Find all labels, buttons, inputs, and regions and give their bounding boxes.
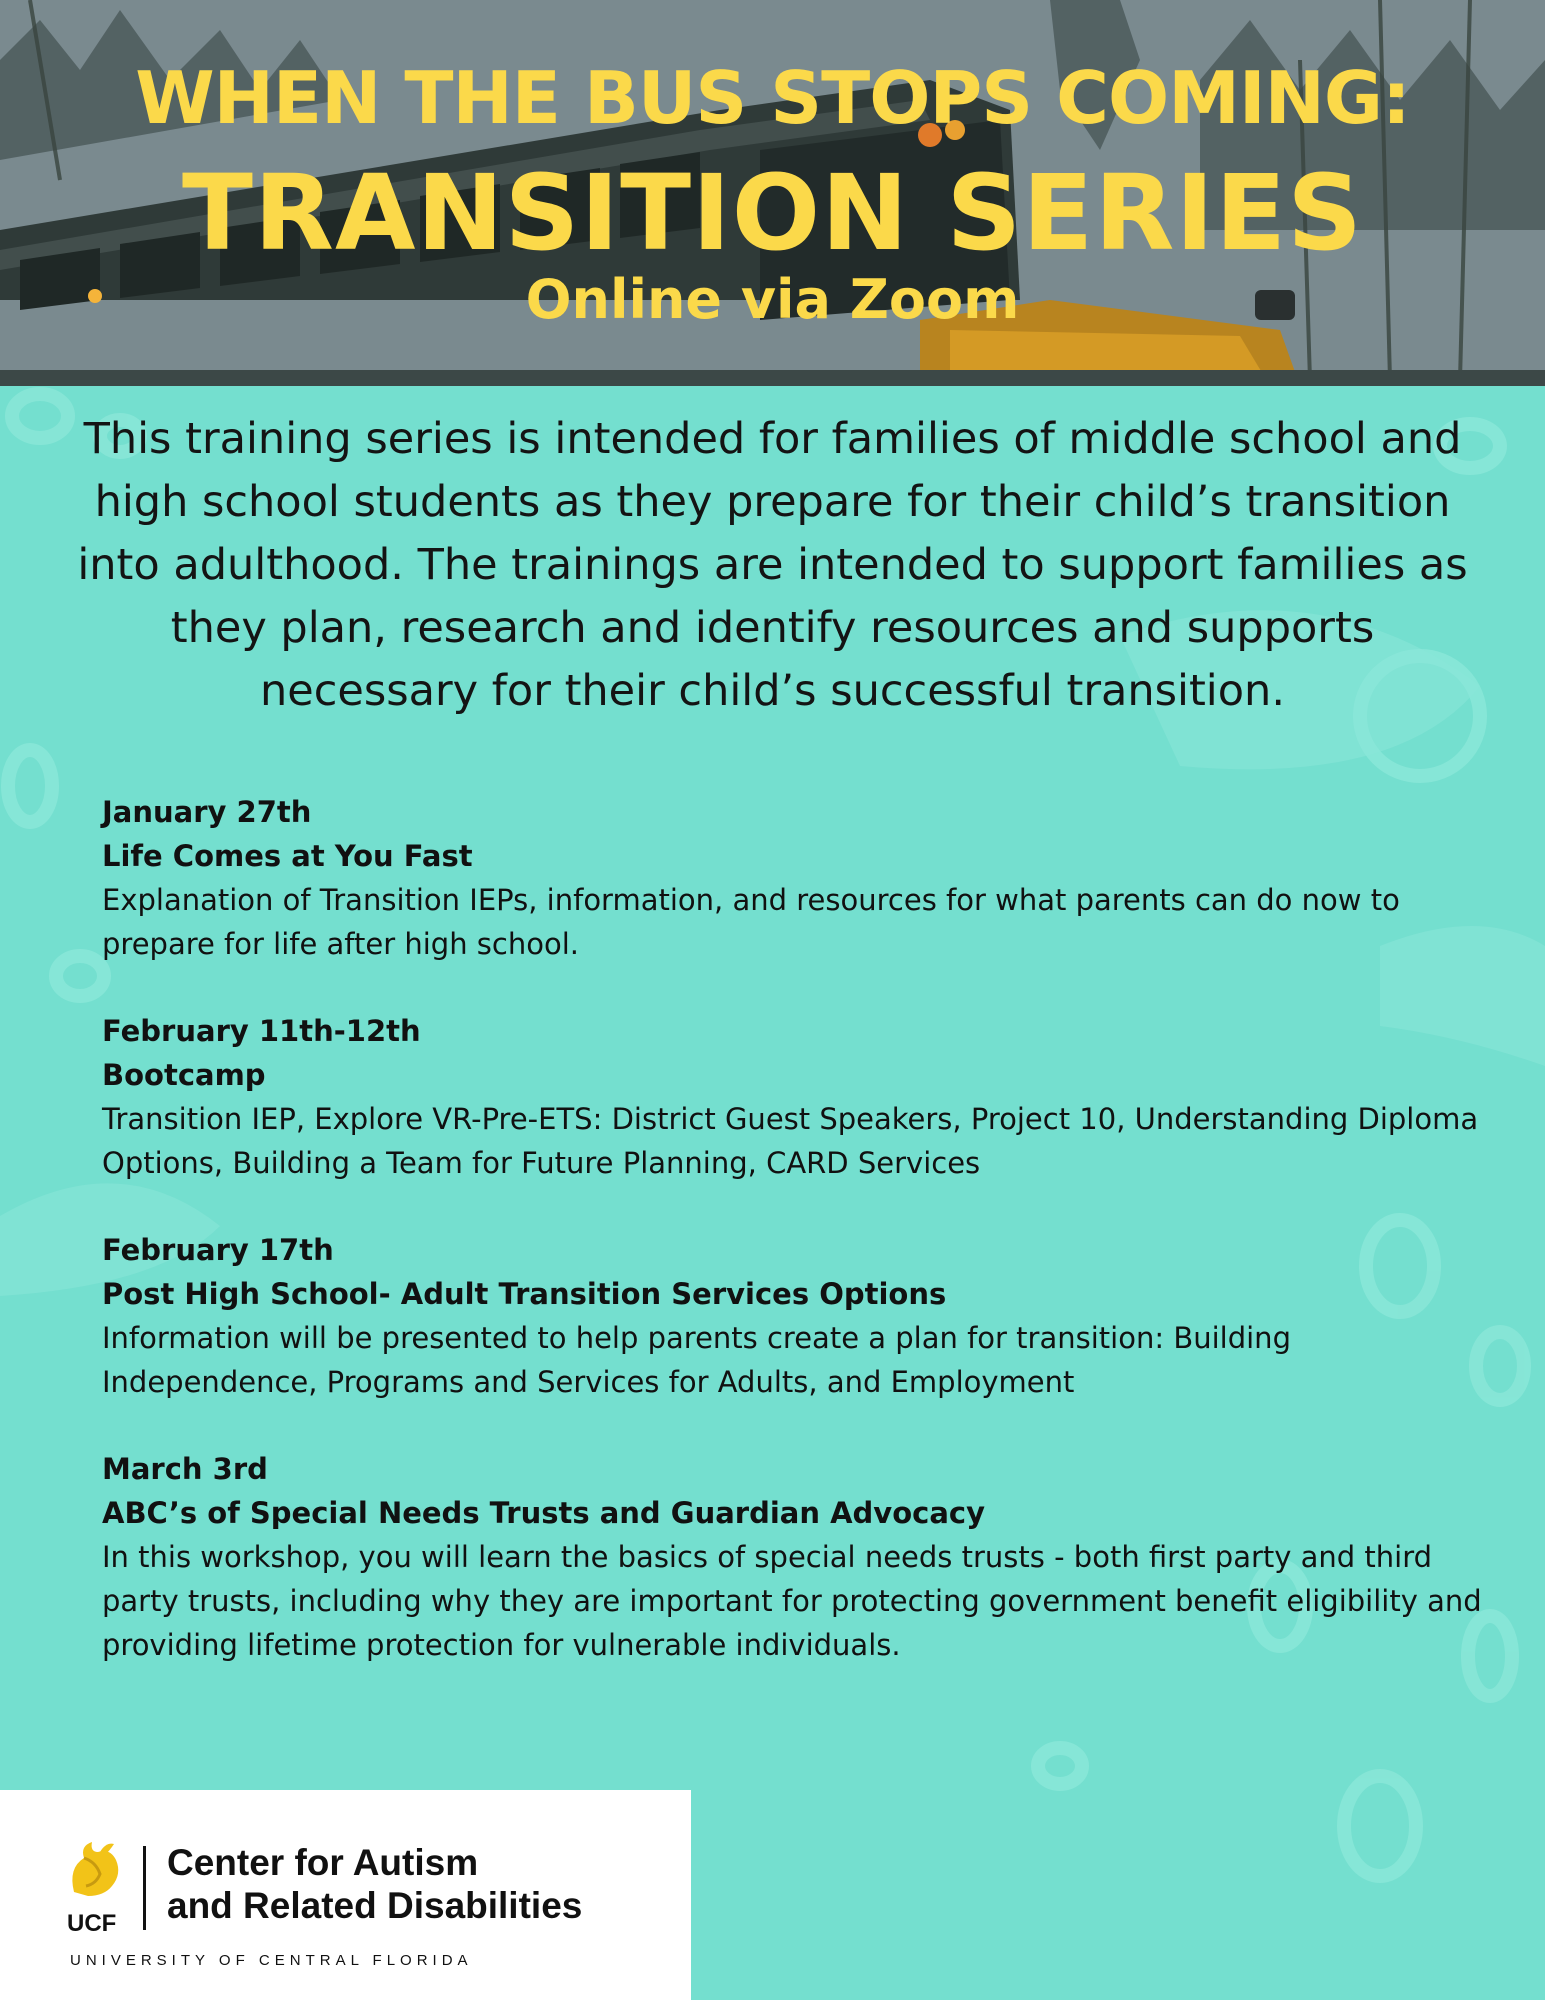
event-title: Post High School- Adult Transition Services Options [102, 1277, 947, 1311]
university-name: UNIVERSITY OF CENTRAL FLORIDA [70, 1952, 473, 1969]
intro-paragraph: This training series is intended for families of middle school and high school students as they prepare for their child’s transition into adulthood. The trainings are intended to support families as they plan, research and identify resources and supports necessary for their child’s successful transition. [77, 414, 1468, 716]
event-title: Bootcamp [102, 1058, 266, 1092]
ucf-abbrev: UCF [67, 1910, 117, 1937]
event-date: January 27th [102, 795, 312, 829]
event-item [102, 1009, 1482, 1185]
center-name-line2: and Related Disabilities [167, 1885, 583, 1926]
event-description: Information will be presented to help parents create a plan for transition: Building Independence, Programs and Services for Adults, and Employment [102, 1321, 1291, 1399]
series-title-line2: TRANSITION SERIES [181, 152, 1364, 274]
header-banner [0, 0, 1545, 386]
series-subtitle: Online via Zoom [525, 268, 1020, 331]
event-date: March 3rd [102, 1452, 268, 1486]
event-list [102, 790, 1482, 1710]
card-logo-box [0, 1790, 691, 2000]
logo-divider [143, 1846, 146, 1930]
event-item [102, 1447, 1482, 1667]
event-description: Transition IEP, Explore VR-Pre-ETS: District Guest Speakers, Project 10, Understanding Diploma Options, Building a Team for Future Planning, CARD Services [102, 1102, 1479, 1180]
event-date: February 11th-12th [102, 1014, 421, 1048]
series-title-line1: WHEN THE BUS STOPS COMING: [135, 56, 1410, 140]
event-title: Life Comes at You Fast [102, 839, 473, 873]
event-item [102, 1228, 1482, 1404]
center-name-line1: Center for Autism [167, 1842, 479, 1883]
event-description: In this workshop, you will learn the basics of special needs trusts - both first party and third party trusts, including why they are important for protecting government benefit eligibility and providing lifetime protection for vulnerable individuals. [102, 1540, 1482, 1662]
event-description: Explanation of Transition IEPs, information, and resources for what parents can do now to prepare for life after high school. [102, 883, 1400, 961]
event-item [102, 790, 1482, 966]
event-date: February 17th [102, 1233, 334, 1267]
ucf-pegasus-icon [66, 1838, 124, 1902]
event-title: ABC’s of Special Needs Trusts and Guardian Advocacy [102, 1496, 985, 1530]
